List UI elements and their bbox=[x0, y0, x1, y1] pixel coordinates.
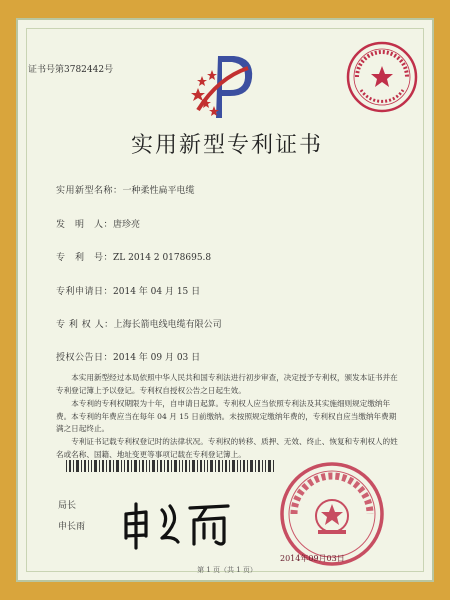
handwritten-signature bbox=[118, 496, 238, 551]
top-seal-icon bbox=[343, 38, 421, 116]
field-value: 唐珍亮 bbox=[113, 220, 141, 230]
certificate-title: 实用新型专利证书 bbox=[130, 133, 323, 158]
seal-date: 2014年09月03日 bbox=[280, 554, 345, 563]
field-value: 一种柔性扁平电缆 bbox=[122, 186, 195, 196]
signature-title: 局长 bbox=[58, 501, 77, 511]
patent-office-logo-icon bbox=[188, 48, 258, 123]
field-application-date bbox=[56, 284, 200, 297]
field-inventor bbox=[56, 217, 140, 230]
field-label: 专利申请日： bbox=[56, 287, 114, 297]
signature-block bbox=[58, 498, 85, 532]
paragraph-term: 本专利的专利权期限为十年，自申请日起算。专利权人应当依照专利法及其实施细则规定缴纳年费。本专利的年费应当在每年 04 月 15 日前缴纳。未按照规定缴纳年费的，专利权自应当缴纳年费期满之日起终止。 bbox=[56, 399, 397, 433]
field-value: 2014 年 09 月 03 日 bbox=[113, 353, 201, 363]
certificate-sheet bbox=[16, 18, 434, 582]
paragraph-grant: 本实用新型经过本局依照中华人民共和国专利法进行初步审查，决定授予专利权，颁发本证书并在专利登记簿上予以登记。专利权自授权公告之日起生效。 bbox=[56, 373, 398, 395]
barcode bbox=[66, 460, 276, 472]
signature-name: 申长雨 bbox=[58, 522, 86, 532]
paragraph-legal-status: 专利证书记载专利权登记时的法律状况。专利权的转移、质押、无效、终止、恢复和专利权人的姓名或名称、国籍、地址变更等事项记载在专利登记簿上。 bbox=[56, 437, 398, 459]
field-label: 专 利 号： bbox=[56, 253, 114, 263]
field-label: 发 明 人： bbox=[56, 220, 114, 230]
field-patentee bbox=[56, 317, 222, 330]
field-value: 2014 年 04 月 15 日 bbox=[113, 287, 201, 297]
certificate-number: 证书号第3782442号 bbox=[28, 65, 114, 75]
field-label: 授权公告日： bbox=[56, 353, 114, 363]
field-grant-date bbox=[56, 350, 200, 363]
field-value: 上海长箭电线电缆有限公司 bbox=[113, 320, 222, 330]
field-label: 专 利 权 人： bbox=[56, 320, 114, 330]
field-patent-number bbox=[56, 250, 211, 263]
field-value: ZL 2014 2 0178695.8 bbox=[113, 253, 212, 263]
field-label: 实用新型名称： bbox=[56, 186, 123, 196]
field-utility-model-name bbox=[56, 183, 195, 196]
page-number: 第 1 页（共 1 页） bbox=[197, 566, 257, 574]
